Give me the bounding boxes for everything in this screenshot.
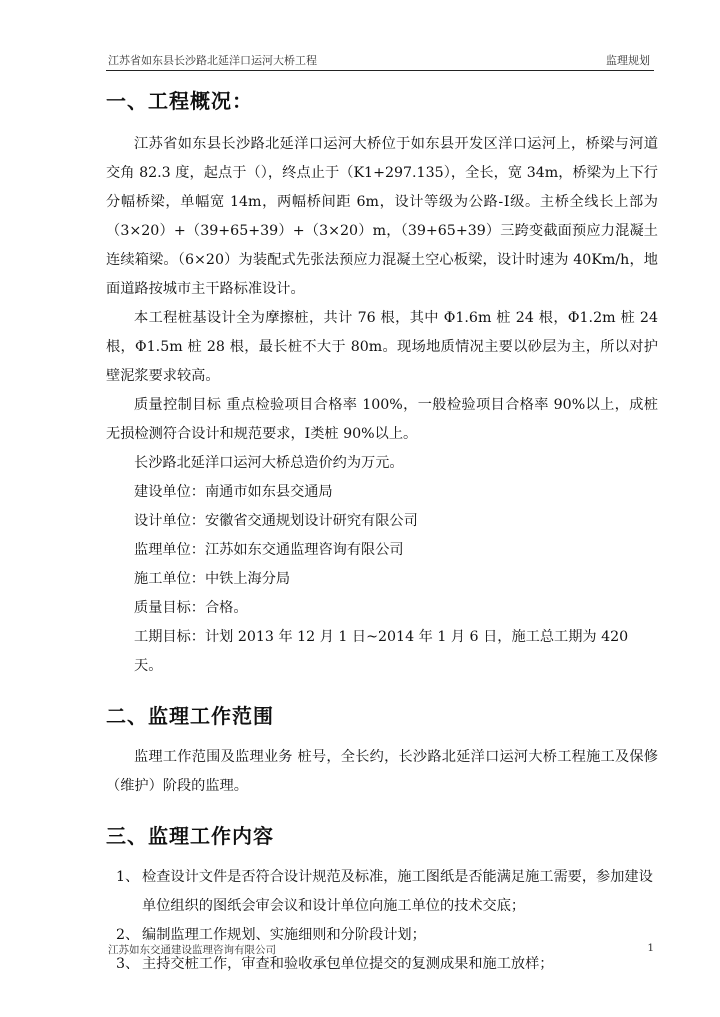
quality-line: 质量目标：合格。 [134,600,248,616]
footer-company: 江苏如东交通建设监理咨询有限公司 [108,944,276,956]
cost-line: 长沙路北延洋口运河大桥总造价约为万元。 [134,455,404,471]
owner-line: 建设单位：南通市如东县交通局 [134,484,333,500]
list-item-number: 3、 [116,956,140,972]
designer-line: 设计单位：安徽省交通规划设计研究有限公司 [134,513,418,529]
header-project-title: 江苏省如东县长沙路北延洋口运河大桥工程 [108,54,317,67]
section-title-overview: 一、工程概况： [106,89,253,113]
section-title-content: 三、监理工作内容 [106,824,274,848]
contractor-line: 施工单位：中铁上海分局 [134,571,291,587]
header-doc-type: 监理规划 [606,54,650,67]
overview-paragraph-1: 江苏省如东县长沙路北延洋口运河大桥位于如东县开发区洋口运河上，桥梁与河道交角 82.3 度，起点于（），终点止于（K1+297.135），全长，宽 34m，桥梁为上下行分幅桥梁，单幅宽 14m，两幅桥间距 6m，设计等级为公路-Ⅰ级。主桥全线长上部为（3×20）+（39+65+39）+（3×20）m，（39+65+39）三跨变截面预应力混凝土连续箱梁。（6×20）为装配式先张法预应力混凝土空心板梁，设计时速为 40Km/h，地面道路按城市主干路标准设计。 [106,136,658,297]
page-number: 1 [647,942,654,954]
page-header [106,48,654,71]
list-item-text: 主持交桩工作，审查和验收承包单位提交的复测成果和施工放样； [142,956,554,972]
list-item-text: 编制监理工作规划、实施细则和分阶段计划； [142,927,426,943]
section-title-scope: 二、监理工作范围 [106,704,274,728]
scope-paragraph: 监理工作范围及监理业务 桩号，全长约，长沙路北延洋口运河大桥工程施工及保修（维护）阶段的监理。 [106,749,658,794]
list-item-number: 1、 [116,869,140,885]
list-item-number: 2、 [116,927,140,943]
supervisor-line: 监理单位：江苏如东交通监理咨询有限公司 [134,542,404,558]
schedule-line: 工期目标：计划 2013 年 12 月 1 日~2014 年 1 月 6 日，施工总工期为 420 天。 [134,629,629,674]
list-item-text: 检查设计文件是否符合设计规范及标准，施工图纸是否能满足施工需要，参加建设单位组织的图纸会审会议和设计单位向施工单位的技术交底； [142,869,653,914]
list-item [106,863,658,921]
document-body [106,86,658,979]
overview-paragraph-3: 质量控制目标 重点检验项目合格率 100%，一般检验项目合格率 90%以上，成桩无损检测符合设计和规范要求，Ⅰ类桩 90%以上。 [106,397,658,442]
overview-paragraph-2: 本工程桩基设计全为摩擦桩，共计 76 根，其中 Φ1.6m 桩 24 根，Φ1.2m 桩 24 根，Φ1.5m 桩 28 根，最长桩不大于 80m。现场地质情况主要以砂层为主，所以对护壁泥浆要求较高。 [106,310,658,384]
